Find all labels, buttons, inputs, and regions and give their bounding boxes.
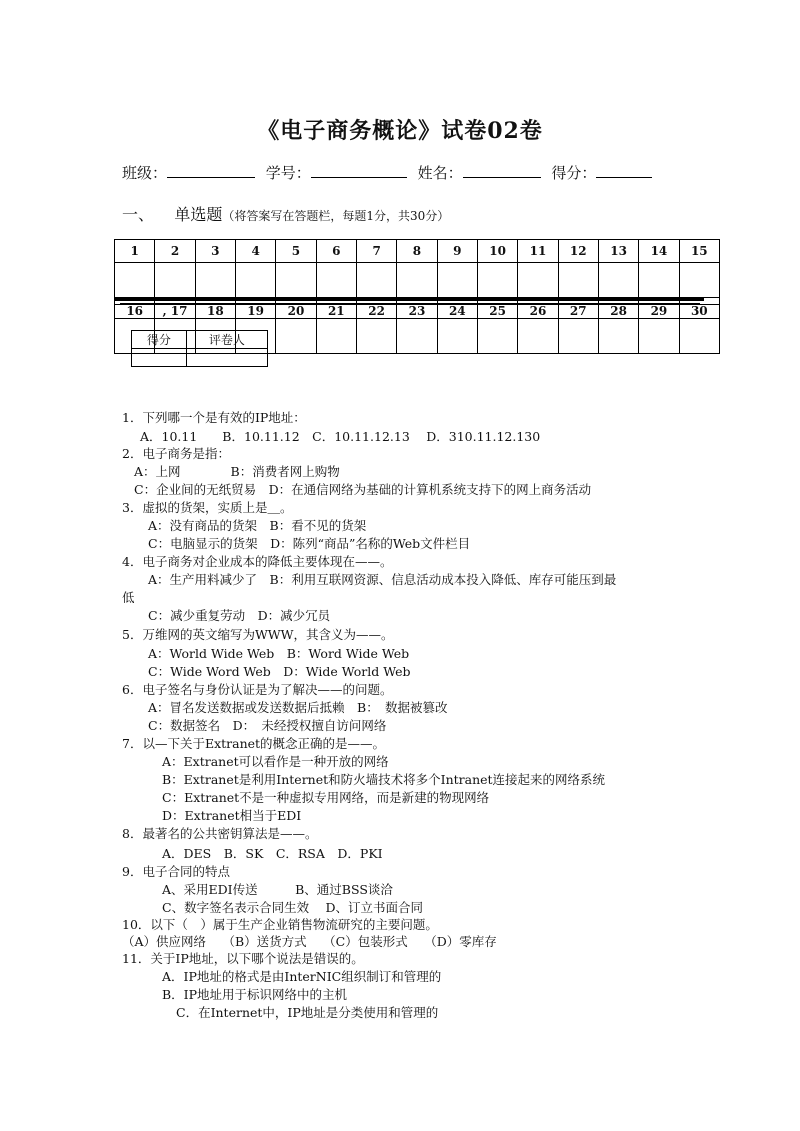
question-8: 8．最著名的公共密钥算法是——。	[122, 826, 318, 841]
question-number-cell: 15	[679, 240, 719, 263]
question-number-cell: 16	[115, 305, 155, 319]
question-3-options-b: C：电脑显示的货架 D：陈列“商品”名称的Web文件栏目	[148, 536, 471, 551]
answer-cell[interactable]	[679, 319, 719, 354]
question-7-option-a: A：Extranet可以看作是一种开放的网络	[162, 754, 389, 769]
question-number-cell: 24	[437, 305, 477, 319]
question-1: 1．下列哪一个是有效的IP地址：	[122, 410, 306, 425]
question-3: 3．虚拟的货架，实质上是＿。	[122, 500, 293, 515]
question-number-cell: , 17	[155, 305, 195, 319]
answer-cell[interactable]	[477, 263, 517, 298]
question-2-options-b: C：企业间的无纸贸易 D：在通信网络为基础的计算机系统支持下的网上商务活动	[134, 482, 592, 497]
question-number-cell: 11	[518, 240, 558, 263]
answer-cell[interactable]	[437, 263, 477, 298]
question-11-option-c: C．在Internet中，IP地址是分类使用和管理的	[176, 1005, 439, 1020]
question-number-cell: 20	[276, 305, 316, 319]
grader-cell[interactable]	[186, 349, 267, 367]
question-number-cell: 9	[437, 240, 477, 263]
score-label: 得分：	[551, 164, 597, 182]
question-number-cell: 14	[639, 240, 679, 263]
answer-cell[interactable]	[558, 263, 598, 298]
score-blank[interactable]	[596, 163, 652, 178]
question-number-cell: 28	[598, 305, 638, 319]
table-strike-line	[114, 298, 704, 301]
answer-cell[interactable]	[639, 319, 679, 354]
question-3-options-a: A：没有商品的货架 B：看不见的货架	[148, 518, 367, 533]
answer-cell[interactable]	[397, 263, 437, 298]
id-label: 学号：	[265, 164, 311, 182]
score-cell[interactable]	[132, 349, 187, 367]
answer-cell[interactable]	[397, 319, 437, 354]
question-7-option-d: D：Extranet相当于EDI	[162, 808, 302, 823]
question-11-option-b: B．IP地址用于标识网络中的主机	[162, 987, 348, 1002]
question-number-cell: 27	[558, 305, 598, 319]
question-number-cell: 10	[477, 240, 517, 263]
class-label: 班级：	[122, 164, 168, 182]
question-6-options-a: A：冒名发送数据或发送数据后抵赖 B： 数据被篡改	[148, 700, 448, 715]
question-11: 11．关于IP地址，以下哪个说法是错误的。	[122, 951, 364, 966]
question-1-options: A．10.11 B．10.11.12 C．10.11.12.13 D．310.11.12.130	[140, 429, 541, 444]
grader-header: 评卷人	[186, 331, 267, 349]
question-6-options-b: C：数据签名 D： 未经授权擅自访问网络	[148, 718, 387, 733]
answer-cell[interactable]	[316, 319, 356, 354]
question-2-options-a: A：上网 B：消费者网上购物	[134, 464, 340, 479]
name-blank[interactable]	[463, 163, 541, 178]
question-number-cell: 8	[397, 240, 437, 263]
answer-cell[interactable]	[115, 263, 155, 298]
answer-cell[interactable]	[477, 319, 517, 354]
question-number-cell: 22	[356, 305, 396, 319]
question-9-options-b: C、数字签名表示合同生效 D、订立书面合同	[162, 900, 424, 915]
question-4-options-a: A：生产用料减少了 B：利用互联网资源、信息活动成本投入降低、库存可能压到最	[148, 572, 617, 587]
question-10-options: （A）供应网络 （B）送货方式 （C）包装形式 （D）零库存	[122, 934, 497, 949]
question-number-cell: 4	[235, 240, 275, 263]
answer-cell[interactable]	[639, 263, 679, 298]
question-number-cell: 6	[316, 240, 356, 263]
answer-cell[interactable]	[598, 319, 638, 354]
question-number-cell: 3	[195, 240, 235, 263]
name-label: 姓名：	[417, 164, 463, 182]
answer-cell[interactable]	[276, 319, 316, 354]
question-11-option-a: A．IP地址的格式是由InterNIC组织制订和管理的	[162, 969, 442, 984]
question-9: 9．电子合同的特点	[122, 864, 230, 879]
page-title: 《电子商务概论》试卷02卷	[257, 118, 543, 144]
question-4-options-a-cont: 低	[122, 590, 135, 605]
question-7: 7．以—下关于Extranet的概念正确的是——。	[122, 736, 386, 751]
question-number-cell: 29	[639, 305, 679, 319]
question-number-cell: 13	[598, 240, 638, 263]
question-number-cell: 21	[316, 305, 356, 319]
question-4-options-b: C：减少重复劳动 D：减少冗员	[148, 608, 331, 623]
student-info-line	[122, 162, 658, 183]
question-10: 10．以下（ ）属于生产企业销售物流研究的主要问题。	[122, 917, 438, 932]
answer-cell[interactable]	[155, 263, 195, 298]
answer-cell[interactable]	[518, 263, 558, 298]
answer-cell[interactable]	[235, 263, 275, 298]
answer-cell[interactable]	[437, 319, 477, 354]
question-number-cell: 30	[679, 305, 719, 319]
question-5-options-a: A：World Wide Web B：Word Wide Web	[148, 646, 410, 661]
question-number-cell: 12	[558, 240, 598, 263]
answer-cell[interactable]	[276, 263, 316, 298]
answer-cell[interactable]	[195, 263, 235, 298]
question-6: 6．电子签名与身份认证是为了解决——的问题。	[122, 682, 393, 697]
question-5: 5．万维网的英文缩写为WWW，其含义为——。	[122, 627, 394, 642]
question-number-cell: 18	[195, 305, 235, 319]
score-header: 得分	[132, 331, 187, 349]
answer-cell[interactable]	[316, 263, 356, 298]
question-number-cell: 2	[155, 240, 195, 263]
question-7-option-c: C：Extranet不是一种虚拟专用网络，而是新建的物现网络	[162, 790, 490, 805]
answer-cell[interactable]	[518, 319, 558, 354]
question-number-cell: 19	[235, 305, 275, 319]
question-number-cell: 26	[518, 305, 558, 319]
answer-cell[interactable]	[356, 319, 396, 354]
section-number: 一、	[122, 205, 155, 224]
question-4: 4．电子商务对企业成本的降低主要体现在——。	[122, 554, 393, 569]
question-number-cell: 5	[276, 240, 316, 263]
score-box	[131, 330, 268, 367]
question-number-cell: 7	[356, 240, 396, 263]
question-number-cell: 1	[115, 240, 155, 263]
section-name: 单选题	[174, 205, 223, 224]
question-5-options-b: C：Wide Word Web D：Wide World Web	[148, 664, 411, 679]
question-8-options: A．DES B．SK C．RSA D．PKI	[162, 846, 383, 861]
section-note: （将答案写在答题栏，每题1分，共30分）	[222, 209, 450, 223]
question-7-option-b: B：Extranet是利用Internet和防火墙技术将多个Intranet连接起来的网络系统	[162, 772, 606, 787]
answer-cell[interactable]	[558, 319, 598, 354]
question-2: 2．电子商务是指：	[122, 446, 230, 461]
answer-cell[interactable]	[598, 263, 638, 298]
answer-cell[interactable]	[679, 263, 719, 298]
question-number-cell: 23	[397, 305, 437, 319]
answer-cell[interactable]	[356, 263, 396, 298]
section-heading	[122, 202, 449, 225]
table-strike-line	[120, 303, 700, 305]
class-blank[interactable]	[167, 163, 255, 178]
question-9-options-a: A、采用EDI传送 B、通过BSS谈洽	[162, 882, 393, 897]
id-blank[interactable]	[311, 163, 407, 178]
question-number-cell: 25	[477, 305, 517, 319]
